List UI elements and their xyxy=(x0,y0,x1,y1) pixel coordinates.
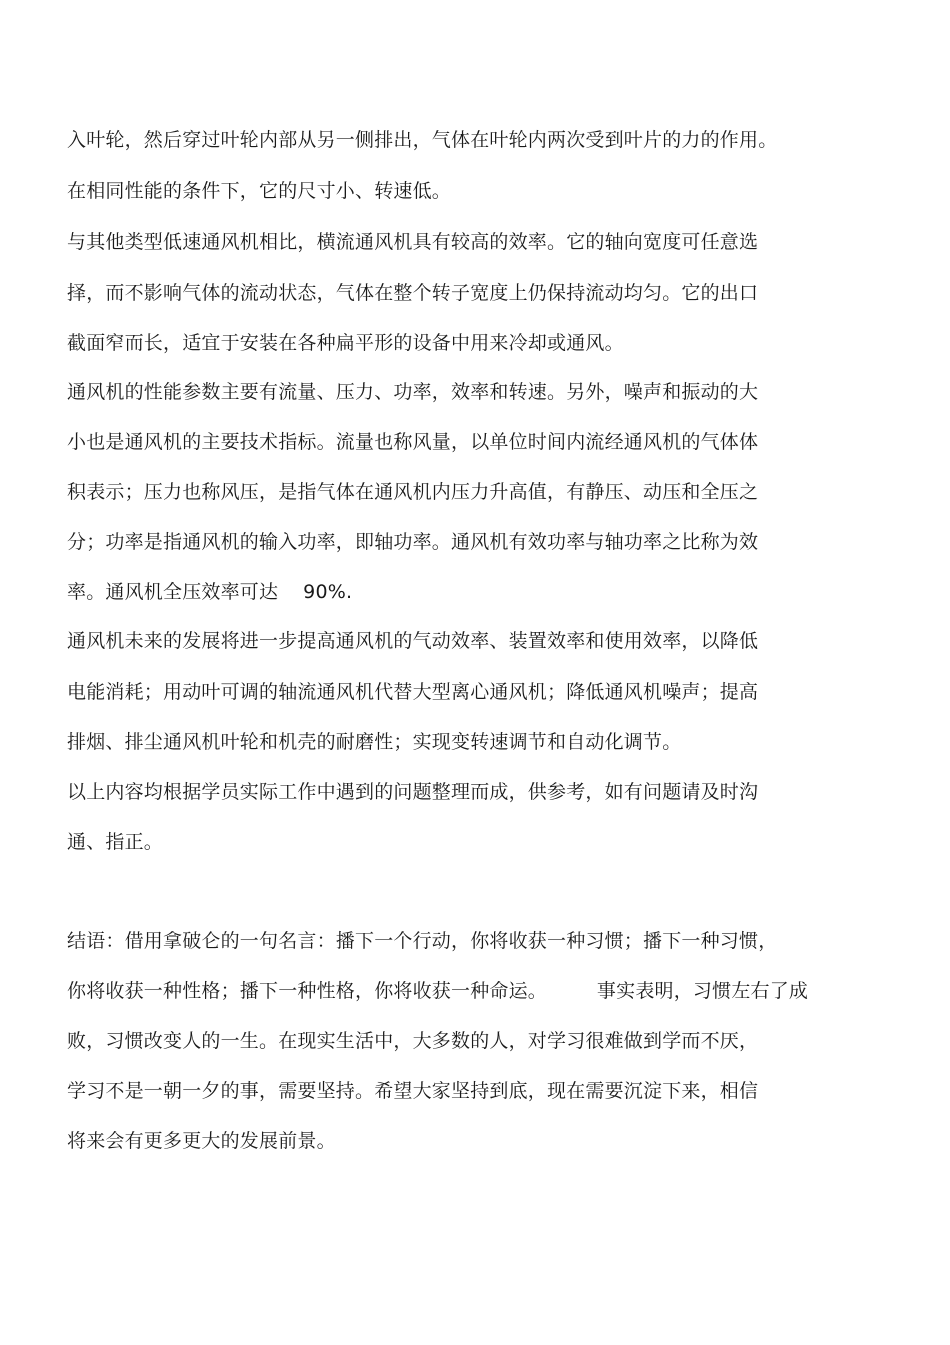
text-line: 小也是通风机的主要技术指标。流量也称风量，以单位时间内流经通风机的气体体 xyxy=(67,431,759,453)
text-line: 分；功率是指通风机的输入功率，即轴功率。通风机有效功率与轴功率之比称为效 xyxy=(67,531,759,553)
text-line: 通、指正。 xyxy=(67,831,164,853)
text-line: 你将收获一种性格；播下一种性格，你将收获一种命运。 事实表明，习惯左右了成 xyxy=(67,980,809,1002)
text-line: 通风机未来的发展将进一步提高通风机的气动效率、装置效率和使用效率，以降低 xyxy=(67,630,759,652)
text-line: 电能消耗；用动叶可调的轴流通风机代替大型离心通风机；降低通风机噪声；提高 xyxy=(67,681,759,703)
text-line: 截面窄而长，适宜于安装在各种扁平形的设备中用来冷却或通风。 xyxy=(67,332,624,354)
text-line: 率。通风机全压效率可达 90%. xyxy=(67,581,353,603)
text-line: 在相同性能的条件下，它的尺寸小、转速低。 xyxy=(67,180,452,202)
text-line: 排烟、排尘通风机叶轮和机壳的耐磨性；实现变转速调节和自动化调节。 xyxy=(67,731,682,753)
text-line: 入叶轮，然后穿过叶轮内部从另一侧排出，气体在叶轮内两次受到叶片的力的作用。 xyxy=(67,129,778,151)
text-line: 通风机的性能参数主要有流量、压力、功率，效率和转速。另外，噪声和振动的大 xyxy=(67,381,759,403)
text-line: 结语：借用拿破仑的一句名言：播下一个行动，你将收获一种习惯；播下一种习惯， xyxy=(67,930,778,952)
text-line: 积表示；压力也称风压，是指气体在通风机内压力升高值，有静压、动压和全压之 xyxy=(67,481,759,503)
text-line: 以上内容均根据学员实际工作中遇到的问题整理而成，供参考，如有问题请及时沟 xyxy=(67,781,759,803)
text-line: 学习不是一朝一夕的事，需要坚持。希望大家坚持到底，现在需要沉淀下来，相信 xyxy=(67,1080,759,1102)
text-line: 败，习惯改变人的一生。在现实生活中，大多数的人，对学习很难做到学而不厌， xyxy=(67,1030,759,1052)
text-line: 择，而不影响气体的流动状态，气体在整个转子宽度上仍保持流动均匀。它的出口 xyxy=(67,282,759,304)
text-line: 将来会有更多更大的发展前景。 xyxy=(67,1130,336,1152)
text-line: 与其他类型低速通风机相比，横流通风机具有较高的效率。它的轴向宽度可任意选 xyxy=(67,231,759,253)
